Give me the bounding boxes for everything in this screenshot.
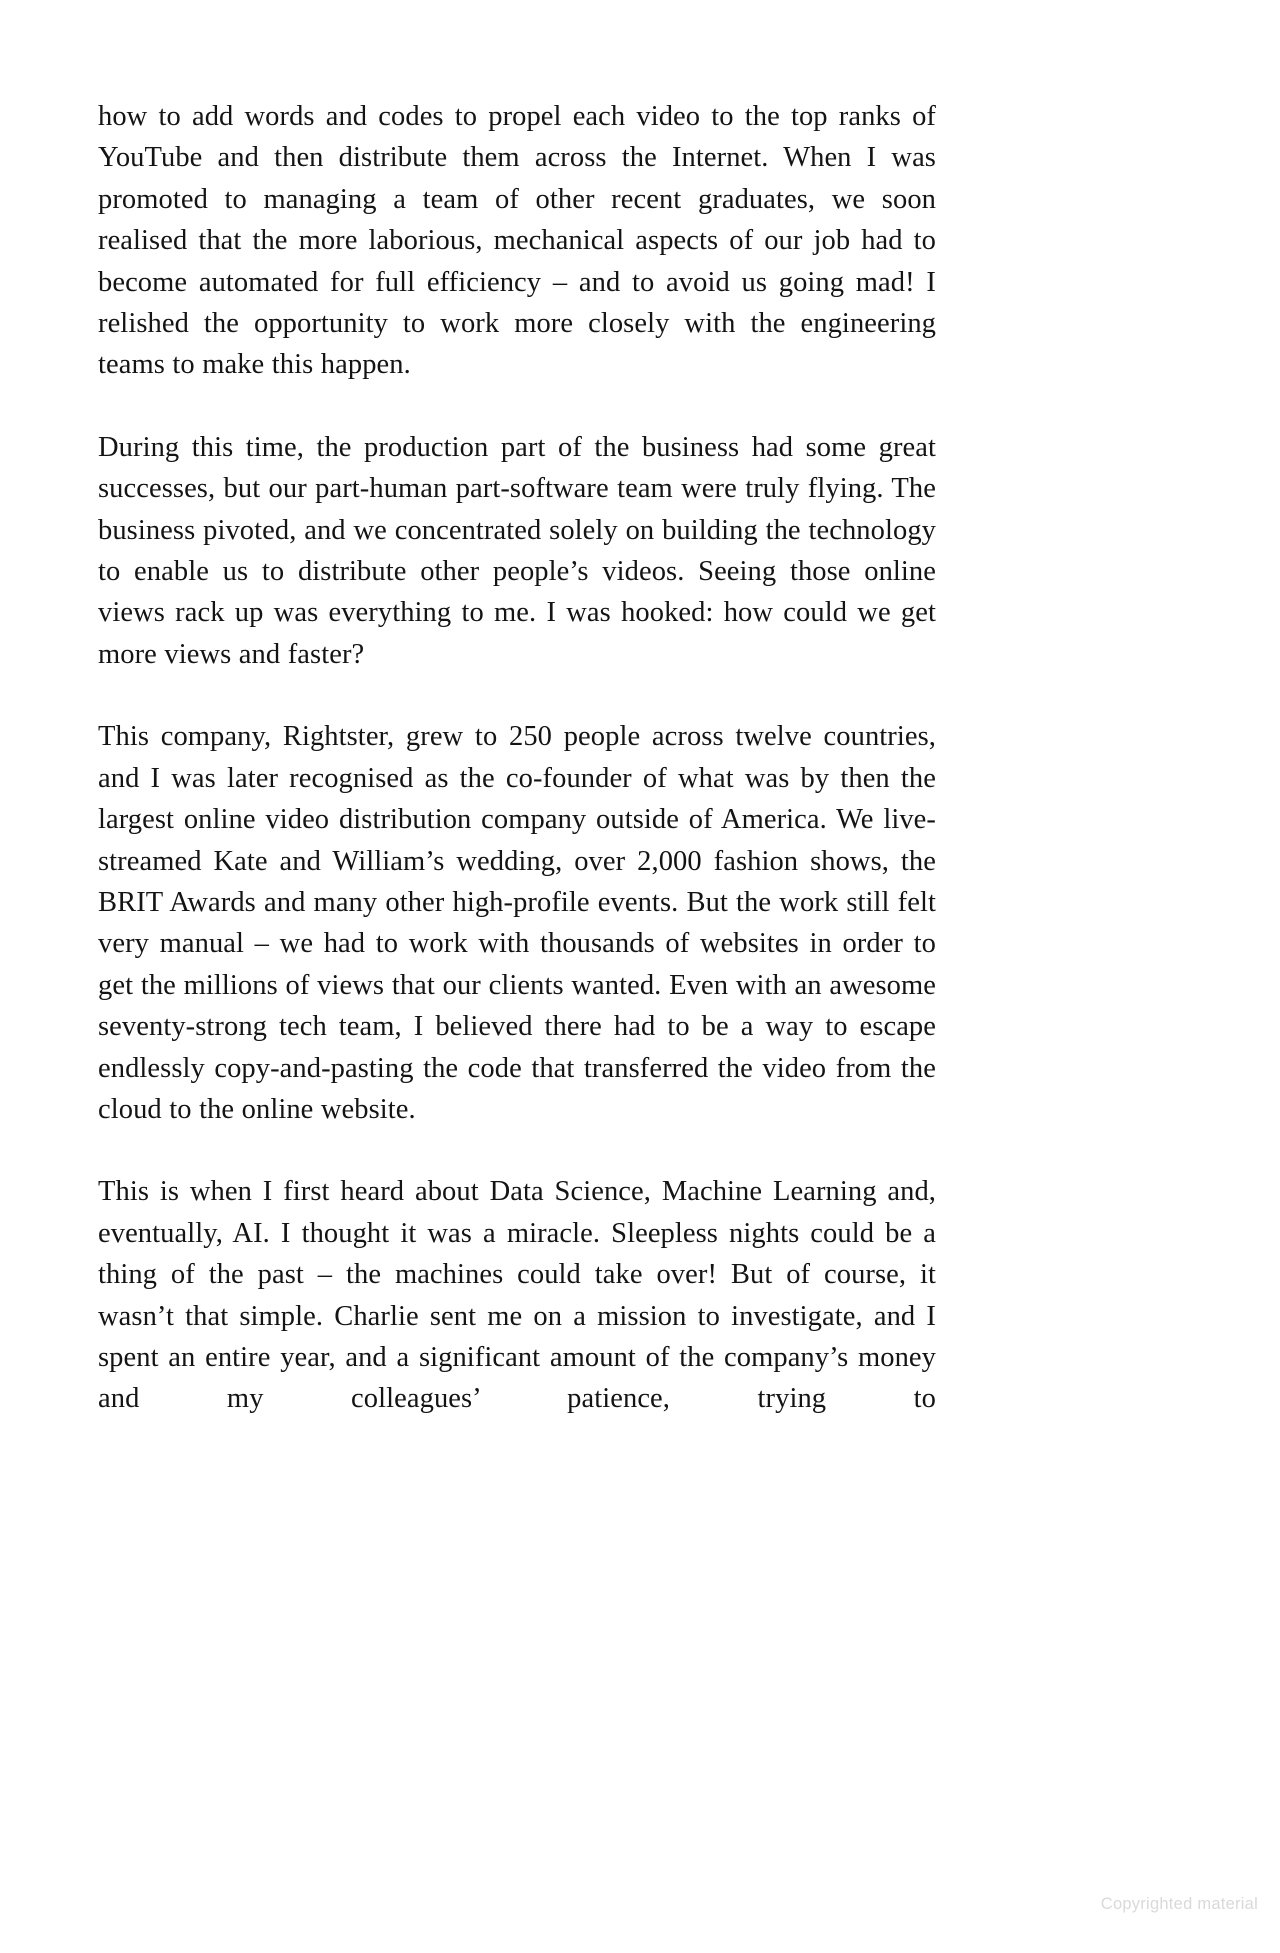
body-paragraph: This company, Rightster, grew to 250 people across twelve countries, and I was later recognised as the co-founder of what was by then the largest online video distribution company outside of America. We live-streamed Kate and William’s wedding, over 2,000 fashion shows, the BRIT Awards and many other high-profile events. But the work still felt very manual – we had to work with thousands of websites in order to get the millions of views that our clients wanted. Even with an awesome seventy-strong tech team, I believed there had to be a way to escape endlessly copy-and-pasting the code that transferred the video from the cloud to the online website.: [98, 721, 936, 1125]
page-text-block: [98, 96, 936, 1420]
body-paragraph: During this time, the production part of the business had some great successes, but our part-human part-software team were truly flying. The business pivoted, and we concentrated solely on building the technology to enable us to distribute other people’s videos. Seeing those online views rack up was everything to me. I was hooked: how could we get more views and faster?: [98, 431, 936, 670]
body-paragraph: how to add words and codes to propel each video to the top ranks of YouTube and then distribute them across the Internet. When I was promoted to managing a team of other recent graduates, we soon realised that the more laborious, mechanical aspects of our job had to become automated for full efficiency – and to avoid us going mad! I relished the opportunity to work more closely with the engineering teams to make this happen.: [98, 101, 936, 381]
copyright-watermark: Copyrighted material: [1100, 1895, 1258, 1913]
body-paragraph: This is when I first heard about Data Science, Machine Learning and, eventually, AI. I thought it was a miracle. Sleepless nights could be a thing of the past – the machines could take over! But of course, it wasn’t that simple. Charlie sent me on a mission to investigate, and I spent an entire year, and a significant amount of the company’s money and my colleagues’ patience, trying to: [98, 1176, 936, 1415]
